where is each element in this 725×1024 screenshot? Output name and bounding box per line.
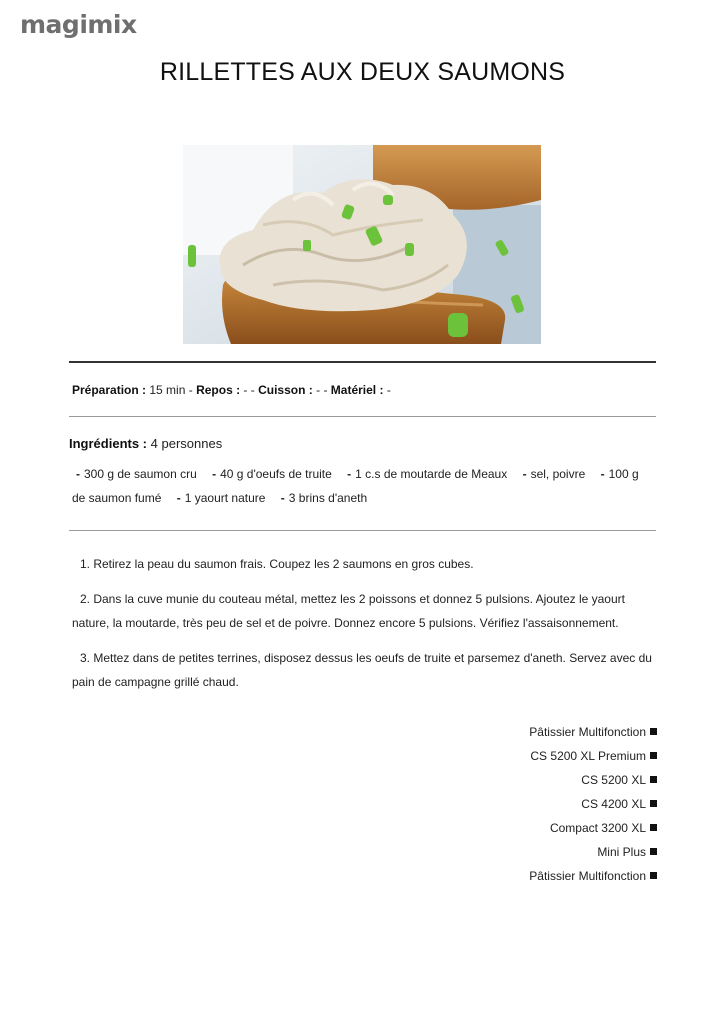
- model-item: Compact 3200 XL: [529, 816, 657, 840]
- materiel-label: Matériel :: [330, 383, 384, 397]
- square-bullet-icon: [650, 872, 657, 879]
- model-item: CS 4200 XL: [529, 792, 657, 816]
- square-bullet-icon: [650, 824, 657, 831]
- ingredient-item: 40 g d'oeufs de truite: [220, 467, 332, 481]
- servings: 4 personnes: [150, 436, 223, 451]
- square-bullet-icon: [650, 848, 657, 855]
- square-bullet-icon: [650, 800, 657, 807]
- recipe-meta: Préparation : 15 min - Repos : - - Cuisson : - - Matériel : -: [72, 383, 391, 397]
- step-1: 1. Retirez la peau du saumon frais. Coupez les 2 saumons en gros cubes.: [80, 557, 474, 571]
- ingredients-label: Ingrédients :: [69, 436, 148, 451]
- square-bullet-icon: [650, 728, 657, 735]
- ingredient-item: 1 c.s de moutarde de Meaux: [355, 467, 508, 481]
- ingredients-heading: [69, 436, 222, 451]
- model-item: Mini Plus: [529, 840, 657, 864]
- ingredient-item: 1 yaourt nature: [184, 491, 266, 505]
- ingredient-item: 3 brins d'aneth: [288, 491, 368, 505]
- cuisson-value: - -: [316, 383, 328, 397]
- ingredient-item: sel, poivre: [530, 467, 586, 481]
- recipe-photo: [183, 145, 541, 344]
- ingredients-list: - 300 g de saumon cru - 40 g d'oeufs de truite - 1 c.s de moutarde de Meaux - sel, poivre - 100 g de saumon fumé - 1 yaourt nature - 3 brins d'aneth: [72, 467, 639, 505]
- ingredient-item: 100 g de saumon fumé: [72, 467, 639, 505]
- model-item: Pâtissier Multifonction: [529, 720, 657, 744]
- compatible-models: [529, 720, 657, 888]
- divider-ingredients: [69, 530, 656, 531]
- step-2: 2. Dans la cuve munie du couteau métal, mettez les 2 poissons et donnez 5 pulsions. Ajoutez le yaourt nature, la moutarde, très peu de sel et de poivre. Donnez encore 5 pulsions. Vérifiez l'assaisonnement.: [72, 592, 625, 630]
- recipe-title: RILLETTES AUX DEUX SAUMONS: [159, 58, 566, 86]
- square-bullet-icon: [650, 776, 657, 783]
- magimix-logo: magimix: [20, 10, 137, 39]
- ingredient-item: 300 g de saumon cru: [84, 467, 197, 481]
- divider-top: [69, 361, 656, 363]
- divider-meta: [69, 416, 656, 417]
- model-item: CS 5200 XL Premium: [529, 744, 657, 768]
- repos-value: - -: [243, 383, 255, 397]
- model-item: CS 5200 XL: [529, 768, 657, 792]
- preparation-label: Préparation :: [72, 383, 147, 397]
- step-3: 3. Mettez dans de petites terrines, disposez dessus les oeufs de truite et parsemez d'aneth. Servez avec du pain de campagne grillé chaud.: [72, 651, 652, 689]
- recipe-steps: [72, 552, 657, 705]
- repos-label: Repos :: [196, 383, 241, 397]
- materiel-value: -: [386, 383, 391, 397]
- cuisson-label: Cuisson :: [258, 383, 313, 397]
- square-bullet-icon: [650, 752, 657, 759]
- model-item: Pâtissier Multifonction: [529, 864, 657, 888]
- preparation-value: 15 min: [149, 383, 186, 397]
